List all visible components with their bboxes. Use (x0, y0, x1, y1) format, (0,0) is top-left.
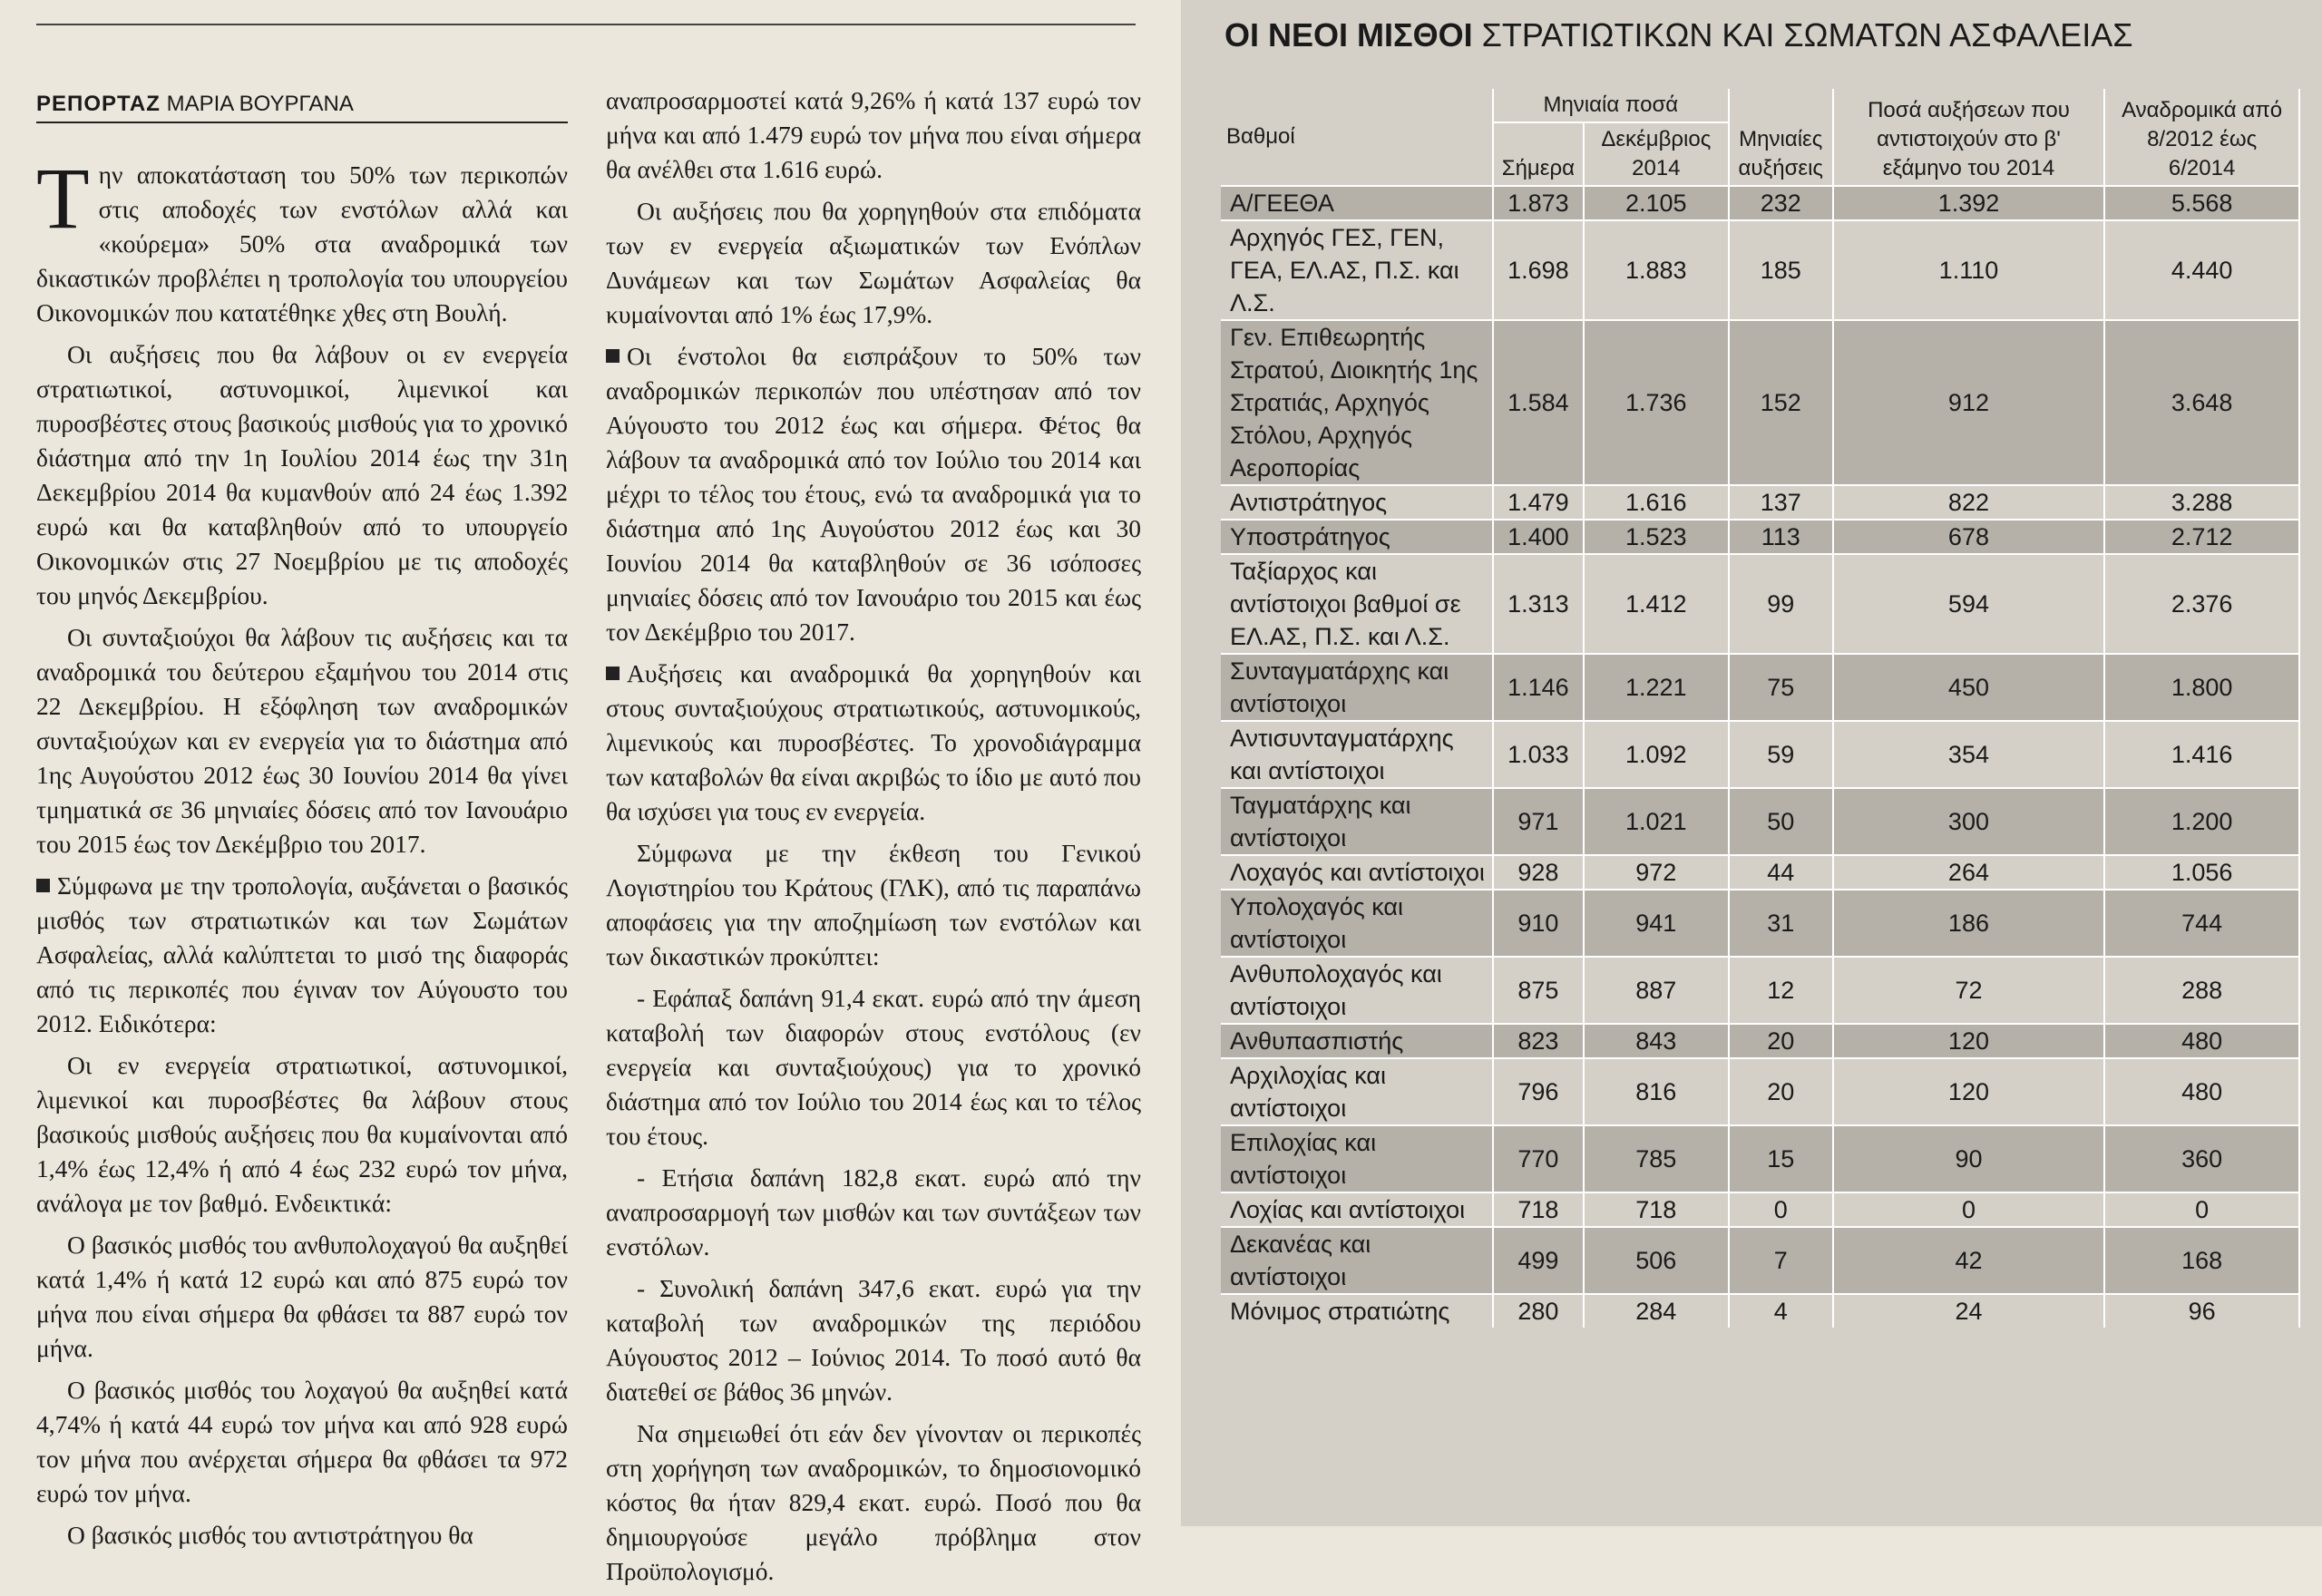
value-cell: 594 (1833, 554, 2104, 654)
value-cell: 0 (1729, 1192, 1833, 1227)
paragraph: - Εφάπαξ δαπάνη 91,4 εκατ. ευρώ από την άμεση καταβολή των διαφορών στους ενστόλους (εν ενεργεία και συνταξιούχους) για το χρονικό διάστημα από τον Ιούλιο του 2014 έως και το τέλος του έτους. (606, 984, 1141, 1150)
table-row (1221, 788, 2299, 855)
value-cell: 7 (1729, 1227, 1833, 1294)
value-cell: 31 (1729, 890, 1833, 957)
paragraph: Οι αυξήσεις που θα χορηγηθούν στα επιδόματα των εν ενεργεία αξιωματικών των Ενόπλων Δυνάμεων και των Σωμάτων Ασφαλείας θα κυμαίνονται από 1% έως 17,9%. (606, 197, 1141, 328)
value-cell: 12 (1729, 957, 1833, 1024)
value-cell: 1.412 (1584, 554, 1729, 654)
table-row (1221, 957, 2299, 1024)
value-cell: 910 (1493, 890, 1584, 957)
rank-cell: Αρχιλοχίας και αντίστοιχοι (1221, 1058, 1493, 1125)
table-row (1221, 186, 2299, 220)
value-cell: 1.021 (1584, 788, 1729, 855)
value-cell: 499 (1493, 1227, 1584, 1294)
drop-cap: Τ (36, 150, 90, 247)
rank-cell: Αντιστράτηγος (1221, 485, 1493, 520)
value-cell: 1.698 (1493, 220, 1584, 320)
value-cell: 4.440 (2104, 220, 2299, 320)
article-column-1 (36, 0, 568, 1560)
bullet-square-icon (36, 879, 50, 892)
value-cell: 5.568 (2104, 186, 2299, 220)
rank-cell: Δεκανέας και αντίστοιχοι (1221, 1227, 1493, 1294)
rank-cell: Ταγματάρχης και αντίστοιχοι (1221, 788, 1493, 855)
table-row (1221, 654, 2299, 721)
paragraph: Ο βασικός μισθός του λοχαγού θα αυξηθεί κατά 4,74% ή κατά 44 ευρώ τον μήνα και από 928 ευρώ τον μήνα που ανέρχεται σήμερα θα φθάσει τα 972 ευρώ τον μήνα. (36, 1376, 568, 1507)
value-cell: 971 (1493, 788, 1584, 855)
value-cell: 15 (1729, 1125, 1833, 1192)
rank-cell: Λοχίας και αντίστοιχοι (1221, 1192, 1493, 1227)
value-cell: 354 (1833, 721, 2104, 788)
byline-label: ΡΕΠΟΡΤΑΖ (36, 92, 161, 116)
paragraph: Οι αυξήσεις που θα λάβουν οι εν ενεργεία στρατιωτικοί, αστυνομικοί, λιμενικοί και πυροσβέστες στους βασικούς μισθούς για το χρονικό διάστημα από την 1η Ιουλίου 2014 έως την 31η Δεκεμβρίου 2014 θα κυμανθούν από 24 έως 1.392 ευρώ και θα καταβληθούν από το υπουργείο Οικονομικών στις 27 Νοεμβρίου με τις αποδοχές του μηνός Δεκεμβρίου. (36, 340, 568, 609)
table-row (1221, 1227, 2299, 1294)
paragraph: Ο βασικός μισθός του ανθυπολοχαγού θα αυξηθεί κατά 1,4% ή κατά 12 ευρώ και από 875 ευρώ τον μήνα που είναι σήμερα θα φθάσει τα 887 ευρώ τον μήνα. (36, 1231, 568, 1362)
value-cell: 1.092 (1584, 721, 1729, 788)
value-cell: 875 (1493, 957, 1584, 1024)
article-column-2 (606, 83, 1141, 1596)
value-cell: 480 (2104, 1058, 2299, 1125)
value-cell: 44 (1729, 855, 1833, 890)
rank-cell: Υπολοχαγός και αντίστοιχοι (1221, 890, 1493, 957)
value-cell: 744 (2104, 890, 2299, 957)
byline (36, 91, 568, 123)
table-row (1221, 1294, 2299, 1328)
table-row (1221, 890, 2299, 957)
value-cell: 480 (2104, 1024, 2299, 1058)
value-cell: 928 (1493, 855, 1584, 890)
rank-cell: Γεν. Επιθεωρητής Στρατού, Διοικητής 1ης Στρατιάς, Αρχηγός Στόλου, Αρχηγός Αεροπορίας (1221, 320, 1493, 485)
bullet-square-icon (606, 667, 620, 680)
paragraph: Οι ένστολοι θα εισπράξουν το 50% των αναδρομικών περικοπών που υπέστησαν από τον Αύγουστο του 2012 έως και σήμερα. Φέτος θα λάβουν τα αναδρομικά από τον Ιούλιο του 2014 και μέχρι το τέλος του έτους, ενώ τα αναδρομικά για το διάστημα από 1ης Αυγούστου 2012 έως και 30 Ιουνίου 2014 θα καταβληθούν σε 36 ισόποσες μηνιαίες δόσεις από τον Ιανουάριο του 2015 και έως τον Δεκέμβριο του 2017. (606, 342, 1141, 646)
value-cell: 506 (1584, 1227, 1729, 1294)
value-cell: 1.800 (2104, 654, 2299, 721)
value-cell: 1.873 (1493, 186, 1584, 220)
value-cell: 1.033 (1493, 721, 1584, 788)
header-monthly: Μηνιαία ποσά (1493, 89, 1729, 122)
value-cell: 887 (1584, 957, 1729, 1024)
value-cell: 185 (1729, 220, 1833, 320)
value-cell: 42 (1833, 1227, 2104, 1294)
value-cell: 72 (1833, 957, 2104, 1024)
byline-author: ΜΑΡΙΑ ΒΟΥΡΓΑΝΑ (166, 92, 354, 116)
value-cell: 152 (1729, 320, 1833, 485)
value-cell: 96 (2104, 1294, 2299, 1328)
rank-cell: Ταξίαρχος και αντίστοιχοι βαθμοί σε ΕΛ.ΑΣ, Π.Σ. και Λ.Σ. (1221, 554, 1493, 654)
value-cell: 2.105 (1584, 186, 1729, 220)
table-row (1221, 721, 2299, 788)
paragraph: Σύμφωνα με την έκθεση του Γενικού Λογιστηρίου του Κράτους (ΓΛΚ), από τις παραπάνω αποφάσεις για την αποζημίωση των ενστόλων και των δικαστικών προκύπτει: (606, 839, 1141, 970)
table-row (1221, 1192, 2299, 1227)
value-cell: 75 (1729, 654, 1833, 721)
salary-table (1221, 89, 2300, 1328)
rank-cell: Μόνιμος στρατιώτης (1221, 1294, 1493, 1328)
value-cell: 823 (1493, 1024, 1584, 1058)
table-row (1221, 1058, 2299, 1125)
header-today: Σήμερα (1493, 122, 1584, 186)
paragraph: Να σημειωθεί ότι εάν δεν γίνονταν οι περικοπές στη χορήγηση των αναδρομικών, το δημοσιονομικό κόστος θα ήταν 829,4 εκατ. ευρώ. Ποσό που θα δημιουργούσε μεγάλο πρόβλημα στον Προϋπολογισμό. (606, 1419, 1141, 1585)
value-cell: 168 (2104, 1227, 2299, 1294)
value-cell: 1.200 (2104, 788, 2299, 855)
value-cell: 843 (1584, 1024, 1729, 1058)
value-cell: 120 (1833, 1058, 2104, 1125)
table-row (1221, 1024, 2299, 1058)
paragraph: Ο βασικός μισθός του αντιστράτηγου θα (67, 1521, 473, 1549)
value-cell: 450 (1833, 654, 2104, 721)
value-cell: 822 (1833, 485, 2104, 520)
rank-cell: Λοχαγός και αντίστοιχοι (1221, 855, 1493, 890)
table-row (1221, 220, 2299, 320)
value-cell: 770 (1493, 1125, 1584, 1192)
rank-cell: Ανθυπασπιστής (1221, 1024, 1493, 1058)
table-row (1221, 1125, 2299, 1192)
value-cell: 113 (1729, 520, 1833, 554)
value-cell: 186 (1833, 890, 2104, 957)
value-cell: 1.146 (1493, 654, 1584, 721)
rank-cell: Ανθυπολοχαγός και αντίστοιχοι (1221, 957, 1493, 1024)
lead-paragraph: Την αποκατάσταση του 50% των περικοπών στις αποδοχές των ενστόλων αλλά και «κούρεμα» 50% στα αναδρομικά των δικαστικών προβλέπει η τροπολογία του υπουργείου Οικονομικών που κατατέθηκε χθες στη Βουλή. (36, 150, 568, 326)
salary-table-panel (1181, 0, 2322, 1526)
table-row (1221, 485, 2299, 520)
value-cell: 20 (1729, 1058, 1833, 1125)
value-cell: 718 (1493, 1192, 1584, 1227)
value-cell: 1.584 (1493, 320, 1584, 485)
paragraph: Αυξήσεις και αναδρομικά θα χορηγηθούν και στους συνταξιούχους στρατιωτικούς, αστυνομικούς, λιμενικούς και πυροσβέστες. Το χρονοδιάγραμμα των καταβολών θα είναι ακριβώς το ίδιο με αυτό που θα ισχύσει για τους εν ενεργεία. (606, 659, 1141, 825)
rank-cell: Συνταγματάρχης και αντίστοιχοι (1221, 654, 1493, 721)
value-cell: 280 (1493, 1294, 1584, 1328)
table-row (1221, 855, 2299, 890)
value-cell: 99 (1729, 554, 1833, 654)
rank-cell: Α/ΓΕΕΘΑ (1221, 186, 1493, 220)
value-cell: 3.288 (2104, 485, 2299, 520)
paragraph: Οι συνταξιούχοι θα λάβουν τις αυξήσεις και τα αναδρομικά του δεύτερου εξαμήνου του 2014 στις 22 Δεκεμβρίου. Η εξόφληση των αναδρομικών συνταξιούχων και εν ενεργεία για το διάστημα από 1ης Αυγούστου 2012 έως 30 Ιουνίου 2014 θα γίνει τμηματικά σε 36 μηνιαίες δόσεις από τον Ιανουάριο του 2015 έως τον Δεκέμβριο του 2017. (36, 623, 568, 858)
value-cell: 1.313 (1493, 554, 1584, 654)
value-cell: 816 (1584, 1058, 1729, 1125)
paragraph: - Ετήσια δαπάνη 182,8 εκατ. ευρώ από την αναπροσαρμογή των μισθών και των συντάξεων των ενστόλων. (606, 1163, 1141, 1260)
value-cell: 1.479 (1493, 485, 1584, 520)
rank-cell: Αντισυνταγματάρχης και αντίστοιχοι (1221, 721, 1493, 788)
value-cell: 24 (1833, 1294, 2104, 1328)
value-cell: 912 (1833, 320, 2104, 485)
value-cell: 941 (1584, 890, 1729, 957)
value-cell: 3.648 (2104, 320, 2299, 485)
value-cell: 360 (2104, 1125, 2299, 1192)
header-retro: Αναδρομικά από 8/2012 έως 6/2014 (2104, 89, 2299, 186)
value-cell: 1.110 (1833, 220, 2104, 320)
value-cell: 90 (1833, 1125, 2104, 1192)
value-cell: 2.712 (2104, 520, 2299, 554)
value-cell: 288 (2104, 957, 2299, 1024)
value-cell: 59 (1729, 721, 1833, 788)
value-cell: 264 (1833, 855, 2104, 890)
paragraph: Οι εν ενεργεία στρατιωτικοί, αστυνομικοί, λιμενικοί και πυροσβέστες θα λάβουν στους βασικούς μισθούς αυξήσεις που θα κυμαίνονται από 1,4% έως 12,4% ή από 4 έως 232 ευρώ τον μήνα, ανάλογα με τον βαθμό. Ενδεικτικά: (36, 1051, 568, 1217)
header-semester: Ποσά αυξήσεων που αντιστοιχούν στο β' εξάμηνο του 2014 (1833, 89, 2104, 186)
value-cell: 4 (1729, 1294, 1833, 1328)
paragraph: αναπροσαρμοστεί κατά 9,26% ή κατά 137 ευρώ τον μήνα και από 1.479 ευρώ τον μήνα που είναι σήμερα θα ανέλθει στα 1.616 ευρώ. (606, 86, 1141, 183)
bullet-square-icon (606, 349, 620, 363)
value-cell: 232 (1729, 186, 1833, 220)
value-cell: 300 (1833, 788, 2104, 855)
value-cell: 1.883 (1584, 220, 1729, 320)
value-cell: 1.400 (1493, 520, 1584, 554)
value-cell: 120 (1833, 1024, 2104, 1058)
value-cell: 972 (1584, 855, 1729, 890)
value-cell: 50 (1729, 788, 1833, 855)
value-cell: 1.616 (1584, 485, 1729, 520)
value-cell: 678 (1833, 520, 2104, 554)
value-cell: 1.416 (2104, 721, 2299, 788)
table-row (1221, 320, 2299, 485)
header-raise: Μηνιαίες αυξήσεις (1729, 89, 1833, 186)
value-cell: 137 (1729, 485, 1833, 520)
table-body (1221, 186, 2299, 1328)
paragraph: Σύμφωνα με την τροπολογία, αυξάνεται ο βασικός μισθός των στρατιωτικών και των Σωμάτων Ασφαλείας, αλλά καλύπτεται το μισό της διαφοράς από τις περικοπές που έγιναν τον Αύγουστο του 2012. Ειδικότερα: (36, 871, 568, 1037)
table-row (1221, 554, 2299, 654)
value-cell: 2.376 (2104, 554, 2299, 654)
paragraph: - Συνολική δαπάνη 347,6 εκατ. ευρώ για την καταβολή των αναδρομικών της περιόδου Αύγουστος 2012 – Ιούνιος 2014. Το ποσό αυτό θα διατεθεί σε βάθος 36 μηνών. (606, 1274, 1141, 1406)
rank-cell: Επιλοχίας και αντίστοιχοι (1221, 1125, 1493, 1192)
header-rank: Βαθμοί (1221, 89, 1493, 186)
value-cell: 718 (1584, 1192, 1729, 1227)
header-december: Δεκέμβριος 2014 (1584, 122, 1729, 186)
value-cell: 1.221 (1584, 654, 1729, 721)
table-row (1221, 520, 2299, 554)
value-cell: 785 (1584, 1125, 1729, 1192)
value-cell: 0 (1833, 1192, 2104, 1227)
value-cell: 1.736 (1584, 320, 1729, 485)
value-cell: 796 (1493, 1058, 1584, 1125)
table-title: ΟΙ ΝΕΟΙ ΜΙΣΘΟΙ ΣΤΡΑΤΙΩΤΙΚΩΝ ΚΑΙ ΣΩΜΑΤΩΝ ΑΣΦΑΛΕΙΑΣ (1224, 16, 2133, 54)
value-cell: 1.392 (1833, 186, 2104, 220)
value-cell: 1.056 (2104, 855, 2299, 890)
rank-cell: Αρχηγός ΓΕΣ, ΓΕΝ, ΓΕΑ, ΕΛ.ΑΣ, Π.Σ. και Λ.Σ. (1221, 220, 1493, 320)
value-cell: 1.523 (1584, 520, 1729, 554)
value-cell: 284 (1584, 1294, 1729, 1328)
rank-cell: Υποστράτηγος (1221, 520, 1493, 554)
value-cell: 20 (1729, 1024, 1833, 1058)
value-cell: 0 (2104, 1192, 2299, 1227)
